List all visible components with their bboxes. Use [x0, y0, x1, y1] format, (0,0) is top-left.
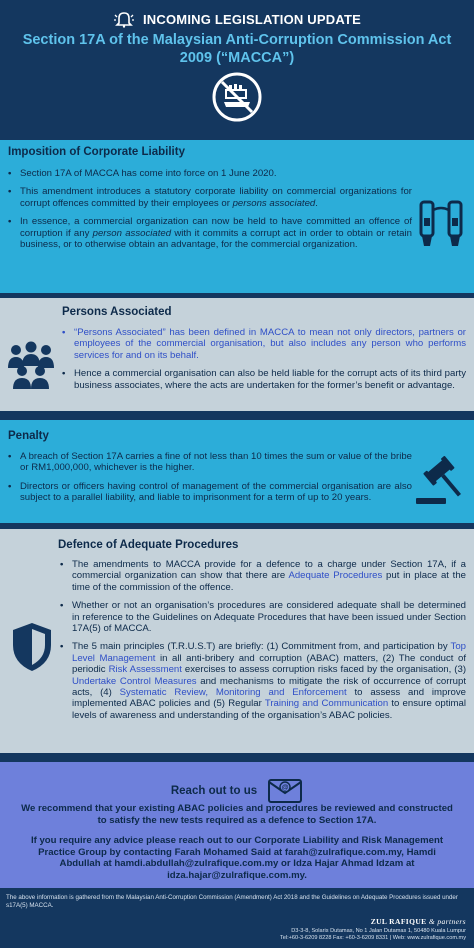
section-penalty: [0, 420, 474, 523]
no-bribery-icon: [212, 72, 262, 122]
footer: [0, 888, 474, 948]
section-heading: Imposition of Corporate Liability: [8, 146, 185, 158]
header-label: INCOMING LEGISLATION UPDATE: [143, 11, 361, 27]
svg-text:@: @: [281, 784, 289, 792]
section-heading: Defence of Adequate Procedures: [58, 539, 239, 551]
penalty-list: [8, 451, 412, 511]
list-item: • Directors or officers having control of management of the commercial organisation are also subject to a parallel liability, and liable to imprisonment for a term of up to 20 years.: [8, 481, 412, 504]
list-item: • Whether or not an organisation’s procedures are considered adequate shall be determined in reference to the Guidelines on Adequate Procedures that have been issued under Section 17A(5) of MACCA.: [60, 600, 466, 634]
section-contact: [0, 762, 474, 888]
list-item: • A breach of Section 17A carries a fine of not less than 10 times the sum or value of the bribe or RM1,000,000, whichever is the higher.: [8, 451, 412, 474]
section-persons-associated: [0, 298, 474, 411]
list-item: • Section 17A of MACCA has come into force on 1 June 2020.: [8, 168, 412, 179]
footer-address: [280, 928, 466, 942]
bell-icon: [113, 10, 135, 28]
address-line: D3-3-8, Solaris Dutamas, No 1 Jalan Dutamas 1, 50480 Kuala Lumpur: [291, 928, 466, 934]
header-label-row: [0, 10, 474, 28]
section-heading: Persons Associated: [62, 306, 172, 318]
gavel-icon: [412, 456, 468, 508]
email-icon: [267, 778, 303, 804]
brand-logo: ZUL RAFIQUE & partners: [370, 917, 466, 926]
list-item: • Hence a commercial organisation can also be held liable for the corrupt acts of its third party business associates, where the acts are undertaken for the former’s benefit or advantage.: [62, 368, 466, 391]
imposition-list: [8, 168, 412, 257]
list-item: • The 5 main principles (T.R.U.S.T) are briefly: (1) Commitment from, and participation by Top Level Management in all anti-bribery and corruption (ABAC) matters, (2) The conduct of periodic Risk Assessment exercises to assess corruption risks faced by the organisation, (3) Undertake Control Measures and mechanisms to mitigate the risk of occurrence of corrupt acts, (4) Systematic Review, Monitoring and Enforcement to assess and improve implemented ABAC policies and (5) Regular Training and Communication to ensure optimal levels of awareness and understanding of the organisation’s ABAC policies.: [60, 641, 466, 721]
list-item: • This amendment introduces a statutory corporate liability on commercial organizations for corrupt offences committed by their employees or persons associated.: [8, 186, 412, 209]
divider: [0, 411, 474, 420]
list-item: • “Persons Associated” has been defined in MACCA to mean not only directors, partners or employees of the commercial organisation, but also includes any person who performs services for and on its behalf.: [62, 327, 466, 361]
contact-line: Tel:+60-3-6209 8228 Fax: +60-3-6209 8331 | Web: www.zulrafique.com.my: [279, 935, 466, 941]
footer-note: The above information is gathered from the Malaysian Anti-Corruption Commission (Amendment) Act 2018 and the Guidelines on Adequate Procedures issued under s17A(5) MACCA.: [6, 894, 458, 909]
divider: [0, 753, 474, 762]
list-item: • The amendments to MACCA provide for a defence to a charge under Section 17A, if a commercial organization can show that there are Adequate Procedures put in place at the time of the commission of the offence.: [60, 559, 466, 593]
contact-heading-row: [0, 778, 474, 804]
group-people-icon: [4, 338, 58, 390]
section-defence: [0, 529, 474, 753]
contact-advice: If you require any advice please reach out to our Corporate Liability and Risk Management Practice Group by contacting Farah Mohamed Said at farah@zulrafique.com.my, Hamdi Abdullah at hamdi.abdullah@zulrafique.com.my or Idza Hajar Ahmad Idzam at idza.hajar@zulrafique.com.my.: [30, 835, 444, 881]
section-imposition: [0, 140, 474, 293]
persons-list: [62, 327, 466, 398]
handcuffs-icon: [418, 198, 464, 250]
section-heading: Penalty: [8, 430, 49, 442]
section-heading: Reach out to us: [170, 785, 258, 797]
header: [0, 0, 474, 137]
page-title: Section 17A of the Malaysian Anti-Corruption Commission Act 2009 (“MACCA”): [22, 32, 452, 66]
contact-recommendation: We recommend that your existing ABAC policies and procedures be reviewed and constructed to satisfy the new tests required as a defence to Section 17A.: [21, 803, 453, 826]
defence-list: [60, 559, 466, 728]
shield-icon: [10, 621, 54, 673]
list-item: • In essence, a commercial organization can now be held to have committed an offence of corruption if any person associated with it commits a corrupt act in order to obtain or retain business, or to otherwise obtain an advantage, for the commercial organization.: [8, 216, 412, 250]
